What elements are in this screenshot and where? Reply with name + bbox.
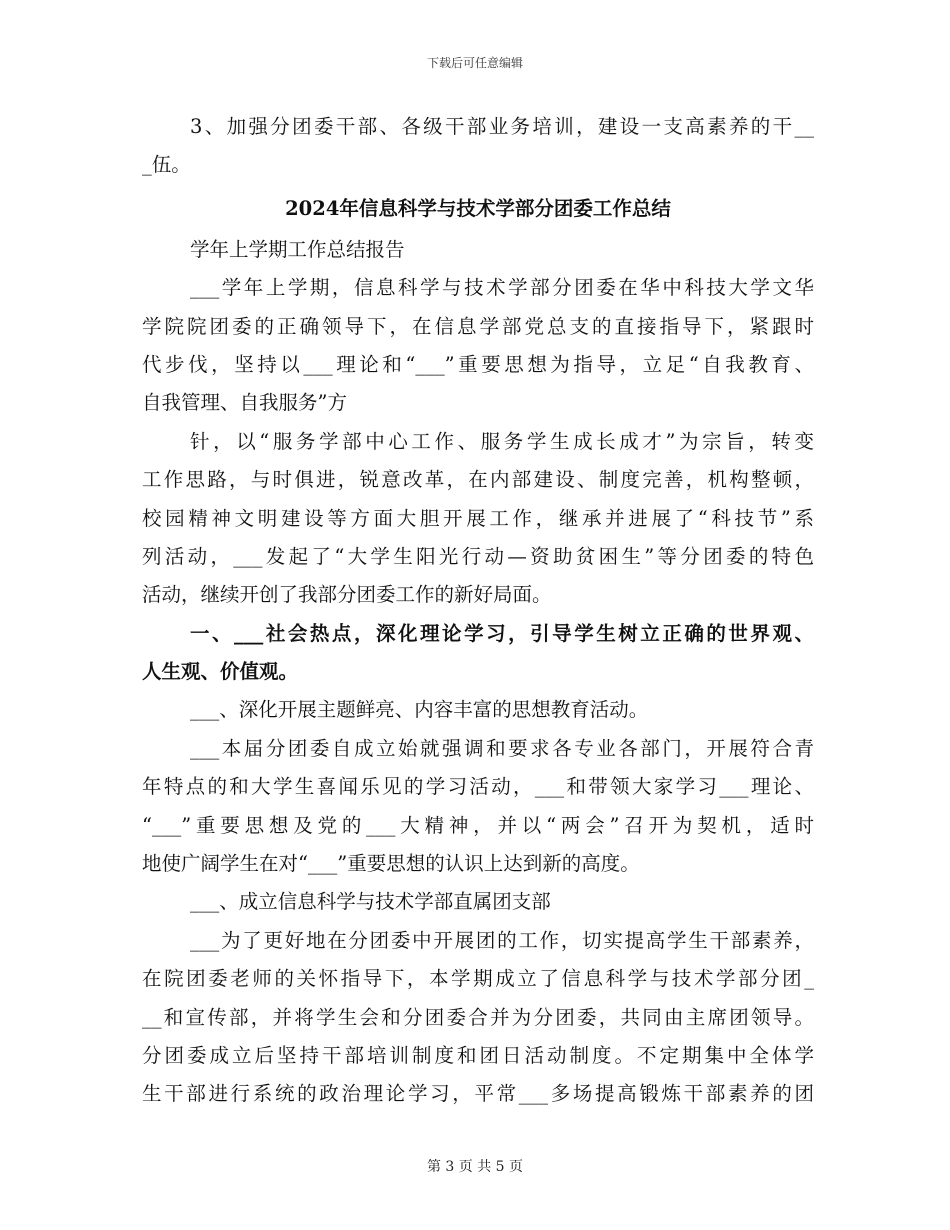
paragraph-line: 生干部进行系统的政治理论学习，平常___多场提高锻炼干部素养的团	[142, 1082, 814, 1106]
paragraph-line: 列活动，___发起了“大学生阳光行动—资助贫困生”等分团委的特色	[142, 544, 814, 568]
paragraph-line: ___学年上学期，信息科学与技术学部分团委在华中科技大学文华	[190, 276, 814, 300]
paragraph-line: 年特点的和大学生喜闻乐见的学习活动，___和带领大家学习___理论、	[142, 775, 814, 799]
paragraph-line: 学院院团委的正确领导下，在信息学部党总支的直接指导下，紧跟时	[142, 314, 814, 338]
paragraph-line: ___为了更好地在分团委中开展团的工作，切实提高学生干部素养，	[190, 928, 814, 952]
paragraph-line: __和宣传部，并将学生会和分团委合并为分团委，共同由主席团领导。	[142, 1005, 814, 1029]
paragraph-line: 学年上学期工作总结报告	[190, 237, 405, 261]
paragraph-line: 工作思路，与时俱进，锐意改革，在内部建设、制度完善，机构整顿，	[142, 468, 814, 492]
paragraph-line: _伍。	[142, 153, 191, 177]
document-body	[142, 108, 814, 1114]
page-header: 下载后可任意编辑	[426, 56, 523, 70]
paragraph-line: 地使广阔学生在对“___”重要思想的认识上达到新的高度。	[142, 852, 640, 876]
paragraph-line: 分团委成立后坚持干部培训制度和团日活动制度。不定期集中全体学	[142, 1043, 814, 1067]
section-heading: 一、___社会热点，深化理论学习，引导学生树立正确的世界观、	[190, 621, 814, 645]
section-heading: 人生观、价值观。	[142, 660, 299, 684]
paragraph-line: 自我管理、自我服务”方	[142, 391, 347, 415]
paragraph-line: 在院团委老师的关怀指导下，本学期成立了信息科学与技术学部分团_	[142, 967, 814, 991]
page-number-footer: 第 3 页 共 5 页	[426, 1159, 524, 1175]
paragraph-line: 针，以“服务学部中心工作、服务学生成长成才”为宗旨，转变	[190, 429, 814, 453]
paragraph-line: 活动，继续开创了我部分团委工作的新好局面。	[142, 583, 552, 607]
paragraph-line: ___本届分团委自成立始就强调和要求各专业各部门，开展符合青	[190, 736, 814, 760]
paragraph-line: “___”重要思想及党的___大精神，并以“两会”召开为契机，适时	[142, 813, 814, 837]
document-title: 2024年信息科学与技术学部分团委工作总结	[285, 196, 671, 220]
subsection-heading: ___、成立信息科学与技术学部直属团支部	[190, 890, 551, 914]
paragraph-line: 校园精神文明建设等方面大胆开展工作，继承并进展了“科技节”系	[142, 506, 814, 530]
paragraph-line: 3、加强分团委干部、各级干部业务培训，建设一支高素养的干__	[190, 115, 814, 138]
subsection-heading: ___、深化开展主题鲜亮、内容丰富的思想教育活动。	[190, 698, 649, 722]
paragraph-line: 代步伐，坚持以___理论和“___”重要思想为指导，立足“自我教育、	[142, 352, 814, 376]
